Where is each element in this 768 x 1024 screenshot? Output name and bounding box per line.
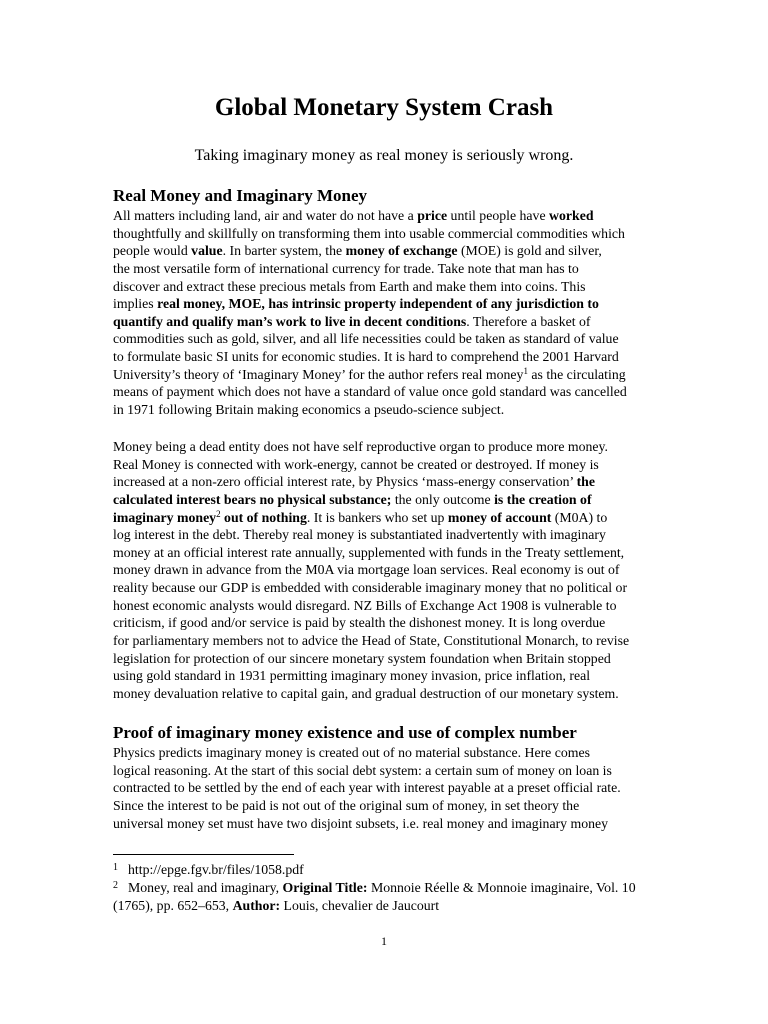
bold-text: money of exchange xyxy=(345,243,458,259)
text-line: contracted to be settled by the end of each year with interest payable at a preset official rate. xyxy=(113,780,621,796)
bold-text: is the creation of xyxy=(494,491,592,507)
text-line: means of payment which does not have a standard of value once gold standard was cancelled xyxy=(113,384,627,400)
text-line: criticism, if good and/or service is paid by stealth the dishonest money. It is long overdue xyxy=(113,615,606,631)
paragraph xyxy=(113,744,673,832)
text-line: commodities such as gold, silver, and all life necessities could be taken as standard of value xyxy=(113,331,619,347)
text-line: thoughtfully and skillfully on transforming them into usable commercial commodities which xyxy=(113,225,625,241)
document-subtitle: Taking imaginary money as real money is seriously wrong. xyxy=(194,147,574,164)
document-title: Global Monetary System Crash xyxy=(214,94,554,121)
page-number: 1 xyxy=(381,934,387,948)
footnote-line: 1 http://epge.fgv.br/files/1058.pdf xyxy=(113,862,304,877)
text-line: to formulate basic SI units for economic studies. It is hard to comprehend the 2001 Harvard xyxy=(113,349,619,365)
footnote-line: 2 Money, real and imaginary, Original Title: Monnoie Réelle & Monnoie imaginaire, Vol. 10 xyxy=(113,880,636,895)
bold-text: price xyxy=(417,208,448,223)
footnote-reference: 2 xyxy=(216,508,221,519)
text-line: reality because our GDP is embedded with considerable imaginary money that no political or xyxy=(113,580,628,596)
section-heading-real-money: Real Money and Imaginary Money xyxy=(113,186,368,205)
footnote-divider xyxy=(113,854,294,855)
text-line: Real Money is connected with work-energy, cannot be created or destroyed. If money is xyxy=(113,456,599,472)
text-line: honest economic analysts would disregard. NZ Bills of Exchange Act 1908 is vulnerable to xyxy=(113,597,617,613)
text-line: All matters including land, air and water do not have a price until people have worked xyxy=(113,208,594,223)
text-line: using gold standard in 1931 permitting imaginary money invasion, price inflation, real xyxy=(113,668,591,684)
text-line: quantify and qualify man’s work to live in decent conditions. Therefore a basket of xyxy=(113,313,591,329)
bold-text: value xyxy=(191,243,223,259)
footnote-line: (1765), pp. 652–653, Author: Louis, chevalier de Jaucourt xyxy=(113,898,440,913)
bold-text: the xyxy=(576,474,595,490)
text-line: implies real money, MOE, has intrinsic property independent of any jurisdiction to xyxy=(113,296,599,312)
text-line: the most versatile form of international currency for trade. Take note that man has to xyxy=(113,260,579,276)
text-line: money drawn in advance from the M0A via mortgage loan services. Real economy is out of xyxy=(113,562,620,578)
bold-text: quantify and qualify man’s work to live in decent conditions xyxy=(113,313,467,329)
footnote-2 xyxy=(113,879,693,915)
text-line: legislation for protection of our sincere monetary system foundation when Britain stopped xyxy=(113,650,611,666)
text-line: Physics predicts imaginary money is created out of no material substance. Here comes xyxy=(113,745,590,760)
section-heading-proof: Proof of imaginary money existence and use of complex number xyxy=(113,723,577,742)
text-line: calculated interest bears no physical substance; the only outcome is the creation of xyxy=(113,491,592,507)
text-line: for parliamentary members not to advice the Head of State, Constitutional Monarch, to revise xyxy=(113,633,630,649)
paragraph xyxy=(113,207,673,419)
text-line: Money being a dead entity does not have self reproductive organ to produce more money. xyxy=(113,439,609,454)
footnote-reference: 1 xyxy=(523,365,528,376)
text-line: people would value. In barter system, the money of exchange (MOE) is gold and silver, xyxy=(113,243,602,259)
bold-text: worked xyxy=(549,208,594,223)
footnote-1 xyxy=(113,861,693,879)
text-line: discover and extract these precious metals from Earth and make them into coins. This xyxy=(113,278,586,294)
bold-text: imaginary money xyxy=(113,509,217,525)
bold-text: money of account xyxy=(447,509,552,525)
text-line: in 1971 following Britain making economics a pseudo-science subject. xyxy=(113,402,505,418)
text-line: money at an official interest rate annually, supplemented with funds in the Treaty settlement, xyxy=(113,544,625,560)
bold-text: Author: xyxy=(232,898,281,913)
text-line: universal money set must have two disjoint subsets, i.e. real money and imaginary money xyxy=(113,815,609,831)
paragraph xyxy=(113,438,673,703)
bold-text: calculated interest bears no physical substance; xyxy=(113,491,392,507)
bold-text: Original Title: xyxy=(282,880,368,895)
text-line: Since the interest to be paid is not out of the original sum of money, in set theory the xyxy=(113,797,580,813)
text-line: imaginary money$^2$ out of nothing. It is bankers who set up money of account (M0A) to xyxy=(113,508,608,525)
bold-text: real money, MOE, has intrinsic property independent of any jurisdiction to xyxy=(157,296,599,312)
text-line: University’s theory of ‘Imaginary Money’ for the author refers real money$^1$ as the circulating xyxy=(113,365,626,382)
text-line: money devaluation relative to capital gain, and gradual destruction of our monetary system. xyxy=(113,685,619,701)
bold-text: out of nothing xyxy=(220,509,307,525)
text-line: increased at a non-zero official interest rate, by Physics ‘mass-energy conservation’ the xyxy=(113,474,595,490)
text-line: log interest in the debt. Thereby real money is substantiated inadvertently with imaginary xyxy=(113,527,606,543)
text-line: logical reasoning. At the start of this social debt system: a certain sum of money on loan is xyxy=(113,762,612,778)
